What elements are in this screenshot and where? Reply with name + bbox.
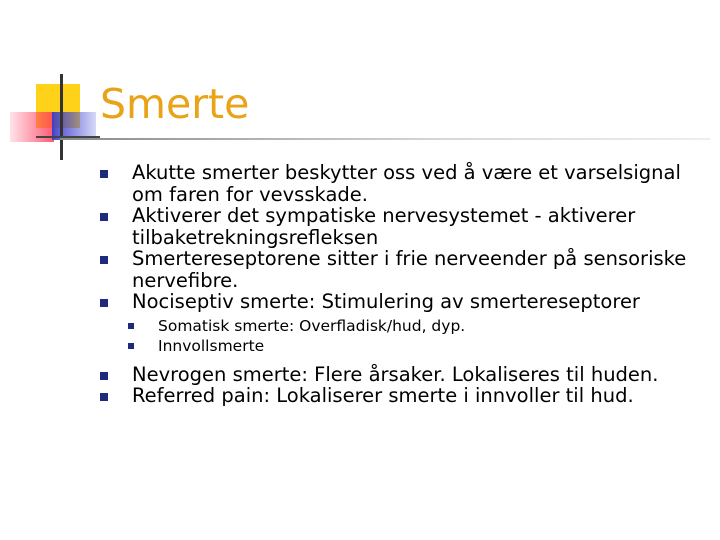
bullet-item (100, 291, 710, 313)
bullet-square-icon (100, 170, 108, 178)
sub-bullet-item (100, 336, 710, 356)
bullet-item (100, 162, 710, 205)
title-underline-rule (60, 138, 710, 140)
sub-bullet-text: Innvollsmerte (158, 336, 265, 355)
bullet-text: Nociseptiv smerte: Stimulering av smertereseptorer (132, 290, 640, 313)
bullet-item (100, 385, 710, 407)
bullet-text: Referred pain: Lokaliserer smerte i innvoller til hud. (132, 384, 634, 407)
bullet-square-icon (128, 323, 134, 329)
sub-bullet-item (100, 316, 710, 336)
slide-title: Smerte (100, 80, 250, 128)
bullet-text: Aktiverer det sympatiske nervesystemet - aktiverer tilbaketrekningsrefleksen (132, 204, 636, 249)
bullet-square-icon (128, 343, 134, 349)
sub-bullet-text: Somatisk smerte: Overfladisk/hud, dyp. (158, 316, 466, 335)
bullet-text: Nevrogen smerte: Flere årsaker. Lokaliseres til huden. (132, 362, 659, 386)
bullet-square-icon (100, 213, 108, 221)
bullet-square-icon (100, 299, 108, 307)
bullet-item (100, 205, 710, 248)
bullet-square-icon (100, 256, 108, 264)
bullet-list (100, 162, 710, 407)
bullet-item (100, 364, 710, 386)
bullet-text: Smertereseptorene sitter i frie nerveender på sensoriske nervefibre. (132, 247, 687, 292)
decor-vertical-line (60, 74, 63, 160)
bullet-text: Akutte smerter beskytter oss ved å være et varselsignal om faren for vevsskade. (132, 161, 681, 206)
bullet-item (100, 248, 710, 291)
bullet-square-icon (100, 372, 108, 380)
bullet-square-icon (100, 393, 108, 401)
